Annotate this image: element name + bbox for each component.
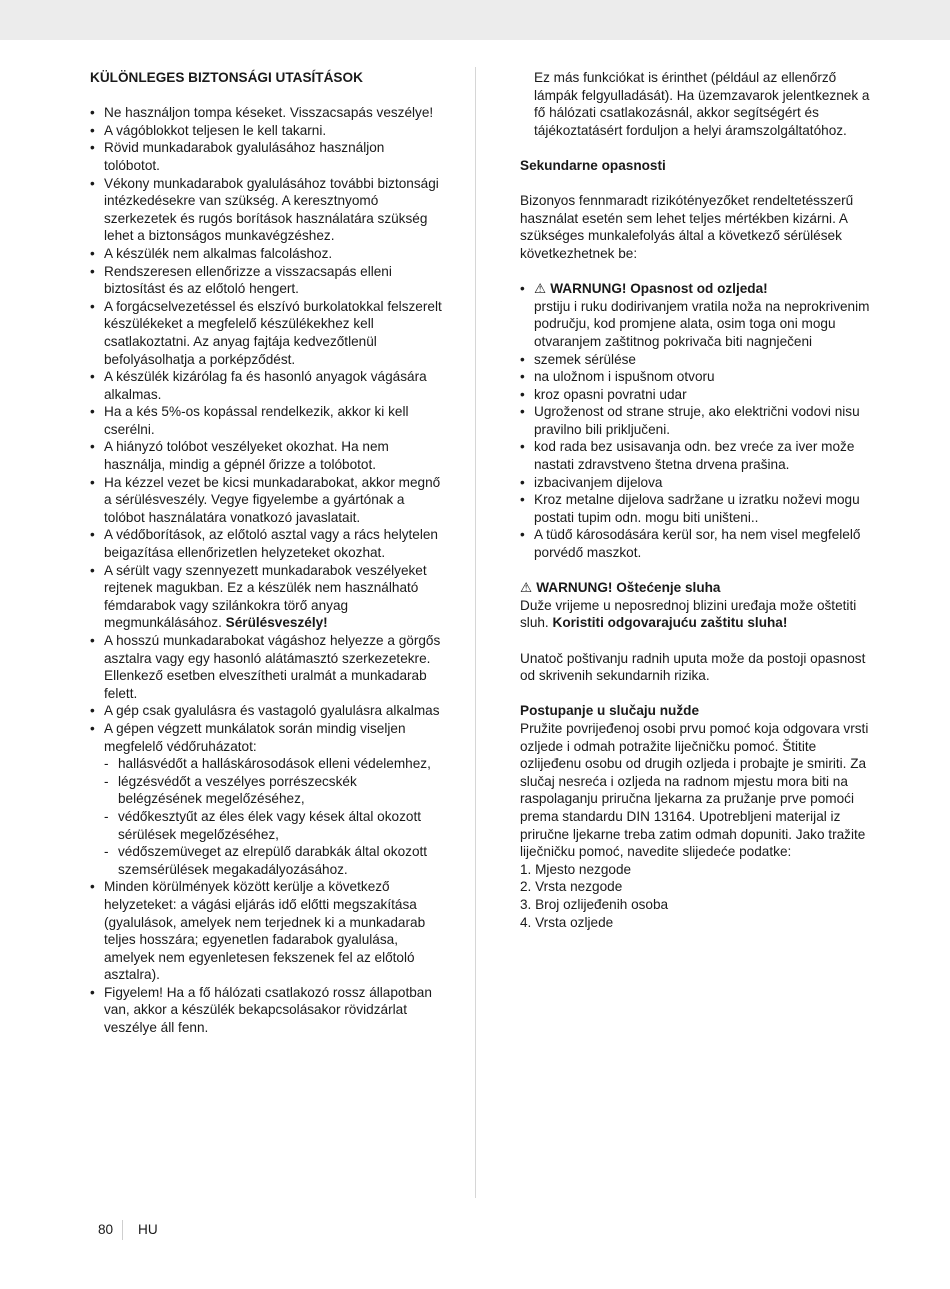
page-footer [98, 1220, 158, 1240]
detail-item: 4. Vrsta ozljede [520, 914, 614, 930]
list-item: • Rendszeresen ellenőrizze a visszacsapás elleni biztosítást és az előtoló hengert. [90, 263, 442, 298]
list-item: • Ha kézzel vezet be kicsi munkadarabokat, akkor megnő a sérülésveszély. Vegye figyelembe a gyártónak a tolóbot használatára vonatkozó javaslatait. [90, 474, 442, 527]
list-item: • A tüdő károsodására kerül sor, ha nem visel megfelelő porvédő maszkot. [520, 526, 872, 561]
hearing-warning-title: WARNUNG! Oštećenje sluha [536, 580, 721, 596]
hearing-warning-text: Duže vrijeme u neposrednoj blizini uređaja može oštetiti sluh. Koristiti odgovarajuću zaštitu sluha! [520, 597, 857, 631]
risk-list [520, 280, 872, 562]
list-item: • A készülék kizárólag fa és hasonló anyagok vágására alkalmas. [90, 368, 442, 403]
ppe-intro: A gépen végzett munkálatok során mindig viseljen megfelelő védőruházatot: [104, 720, 406, 754]
list-item [90, 720, 442, 878]
page-number: 80 [98, 1222, 114, 1238]
ppe-item: - védőkesztyűt az éles élek vagy kések által okozott sérülések megelőzéséhez, [104, 808, 442, 843]
ppe-item: - hallásvédőt a halláskárosodások elleni védelemhez, [104, 755, 442, 773]
cut-warning-text: prstiju i ruku dodirivanjem vratila noža na neprokrivenim području, kod promjene alata, osim toga oni mogu otvaranjem zaštitnog pokrivača biti nagnječeni [534, 298, 870, 349]
footer-divider [122, 1220, 123, 1240]
warning-icon: ⚠ [534, 281, 547, 297]
list-item: • Vékony munkadarabok gyalulásához további biztonsági intézkedésekre van szükség. A keresztnyomó szerkezetek és rugós borítások használatára szükség lehet a biztonságos munkavégzéshez. [90, 175, 442, 245]
detail-item: 2. Vrsta nezgode [520, 879, 623, 895]
list-item: • A forgácselvezetéssel és elszívó burkolatokkal felszerelt készülékeket a megfelelő készülékekhez kell csatlakoztatni. Az anyag fajtája kedvezőtlenül befolyásolhatja a porképződést. [90, 298, 442, 368]
list-item: • A készülék nem alkalmas falcoláshoz. [90, 245, 442, 263]
safety-list [90, 104, 442, 1036]
list-item: • szemek sérülése [520, 351, 872, 369]
ppe-item: - védőszemüveget az elrepülő darabkák által okozott szemsérülések megakadályozásához. [104, 843, 442, 878]
right-column [520, 69, 872, 931]
top-band [0, 0, 950, 40]
left-column [90, 69, 442, 1037]
list-item: • kod rada bez usisavanja odn. bez vreće za iver može nastati zdravstveno štetna drvena prašina. [520, 438, 872, 473]
list-item: • A vágóblokkot teljesen le kell takarni. [90, 122, 442, 140]
list-item: • Rövid munkadarabok gyalulásához használjon tolóbotot. [90, 139, 442, 174]
list-item [520, 280, 872, 350]
list-item: • A védőborítások, az előtoló asztal vagy a rács helytelen beigazítása ellenőrizetlen helyzeteket okozhat. [90, 526, 442, 561]
warning-icon: ⚠ [520, 580, 533, 596]
list-item: • A hiányzó tolóbot veszélyeket okozhat. Ha nem használja, mindig a gépnél őrizze a tolóbotot. [90, 438, 442, 473]
list-item: • A gép csak gyalulásra és vastagoló gyalulásra alkalmas [90, 702, 442, 720]
column-divider [475, 67, 476, 1198]
list-item: • A hosszú munkadarabokat vágáshoz helyezze a görgős asztalra vagy egy hasonló alátámasztó szerkezetekre. Ellenkező esetben elveszítheti uralmát a munkadarab felett. [90, 632, 442, 702]
list-item: • kroz opasni povratni udar [520, 386, 872, 404]
safety-heading: KÜLÖNLEGES BIZTONSÁGI UTASÍTÁSOK [90, 70, 363, 85]
secondary-risks-intro: Bizonyos fennmaradt rizikótényezőket rendeltetésszerű használat esetén sem lehet teljes mértékben kizárni. A szükséges munkalefolyás által a következő sérülések következhetnek be: [520, 193, 854, 261]
list-item: • Figyelem! Ha a fő hálózati csatlakozó rossz állapotban van, akkor a készülék bekapcsolásakor rövidzárlat veszélye áll fenn. [90, 984, 442, 1037]
list-item: • Ha a kés 5%-os kopással rendelkezik, akkor ki kell cserélni. [90, 403, 442, 438]
damaged-workpiece-text: A sérült vagy szennyezett munkadarabok veszélyeket rejtenek magukban. Ez a készülék nem használható fémdarabok vagy szilánkokra törő anyag megmunkálásához. [104, 562, 427, 631]
list-item: • Ugroženost od strane struje, ako električni vodovi nisu pravilno bili priključeni. [520, 403, 872, 438]
hearing-protection-emphasis: Koristiti odgovarajuću zaštitu sluha! [552, 615, 788, 631]
list-item: • Minden körülmények között kerülje a következő helyzeteket: a vágási eljárás idő előtti megszakítása (gyalulások, amelyek nem terjednek ki a munkadarab teljes hosszára; egyenetlen fadarabok gyalulása, amelyek nem egyenletesen fekszenek fel az előtoló asztalra). [90, 878, 442, 984]
continuation-paragraph: Ez más funkciókat is érinthet (például az ellenőrző lámpák felgyulladását). Ha üzemzavarok jelentkeznek a fő hálózati csatlakozásnál, akkor segítségért és tájékoztatásért forduljon a helyi áramszolgáltatóhoz. [534, 70, 870, 138]
detail-item: 3. Broj ozlijeđenih osoba [520, 896, 669, 912]
list-item: • Kroz metalne dijelova sadržane u izratku noževi mogu postati tupim odn. mogu biti uništeni.. [520, 491, 872, 526]
detail-item: 1. Mjesto nezgode [520, 861, 632, 877]
secondary-risks-heading: Sekundarne opasnosti [520, 157, 666, 173]
residual-risk-paragraph: Unatoč poštivanju radnih uputa može da postoji opasnost od skrivenih sekundarnih rizika. [520, 650, 866, 684]
emergency-paragraph: Pružite povrijeđenoj osobi prvu pomoć koja odgovara vrsti ozljede i odmah potražite liječničku pomoć. Štitite ozlijeđenu osobu od drugih ozljeda i probajte je smiriti. Za slučaj nesreća i ozljeda na radnom mjestu mora biti na raspolaganju priručna ljekarna za pružanje prve pomoći prema standardu DIN 13164. Upotrebljeni materijal iz priručne ljekarne treba zatim odmah dopuniti. Jako tražite liječničku pomoć, navedite slijedeće podatke: [520, 720, 869, 860]
cut-warning-title: WARNUNG! Opasnost od ozljeda! [550, 281, 768, 297]
list-item: • Ne használjon tompa késeket. Visszacsapás veszélye! [90, 104, 442, 122]
injury-risk-emphasis: Sérülésveszély! [225, 615, 328, 631]
list-item [90, 562, 442, 632]
emergency-heading: Postupanje u slučaju nužde [520, 703, 700, 719]
list-item: • izbacivanjem dijelova [520, 474, 872, 492]
list-item: • na uložnom i ispušnom otvoru [520, 368, 872, 386]
language-code: HU [138, 1222, 158, 1238]
ppe-list [104, 755, 442, 878]
ppe-item: - légzésvédőt a veszélyes porrészecskék belégzésének megelőzéséhez, [104, 773, 442, 808]
